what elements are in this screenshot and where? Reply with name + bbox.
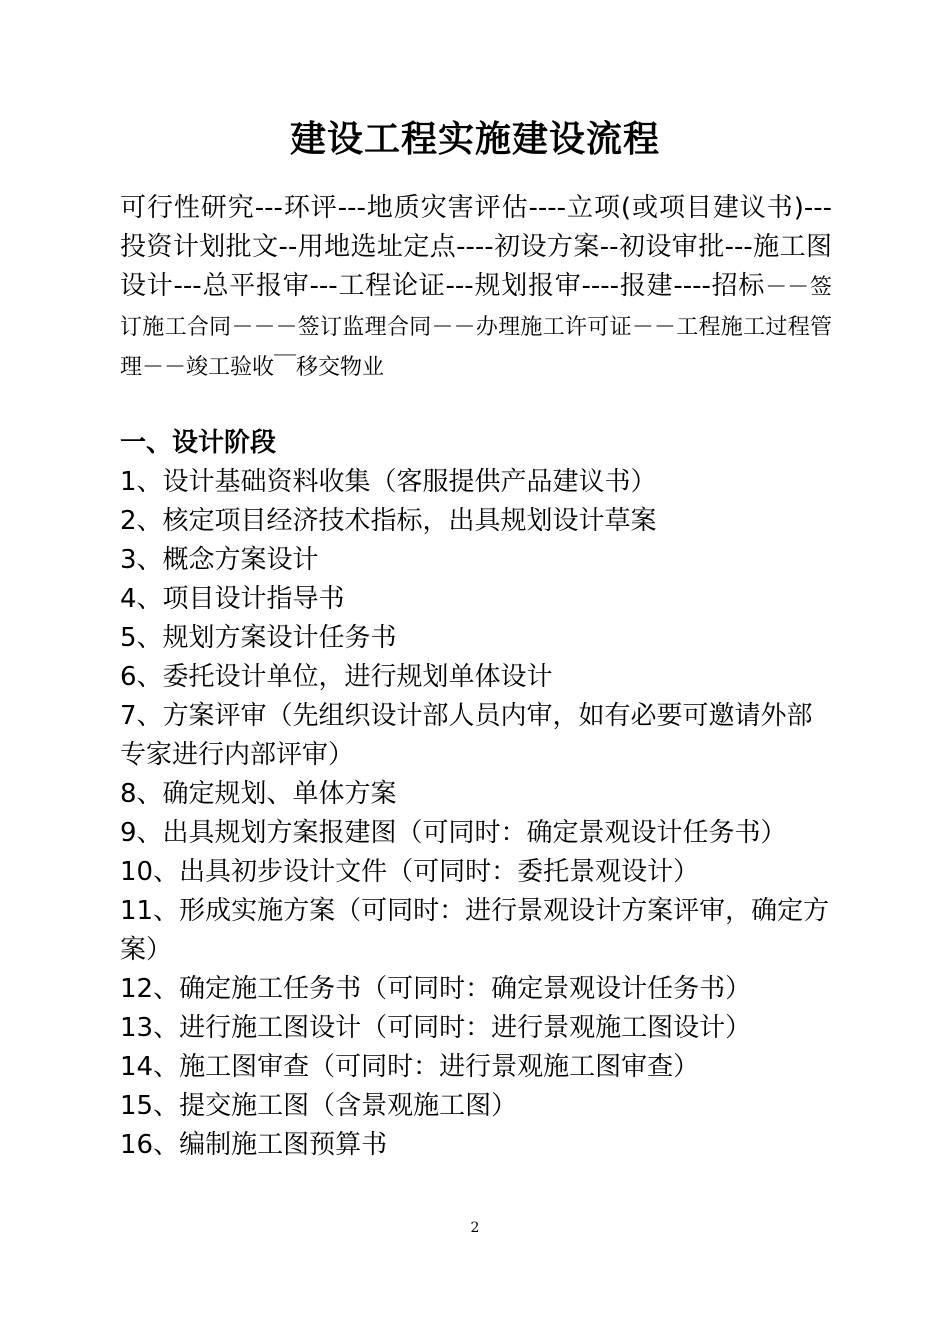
list-item: 9、出具规划方案报建图（可同时：确定景观设计任务书） <box>120 818 787 848</box>
intro-text-main: 可行性研究---环评---地质灾害评估----立项(或项目建议书)---投资计划批文--用地选址定点----初设方案--初设审批---施工图设计---总平报审---工程论证---规划报审----报建----招标 <box>120 193 832 301</box>
section-heading: 一、设计阶段 <box>120 428 277 458</box>
list-item: 15、提交施工图（含景观施工图） <box>120 1091 518 1121</box>
list-item: 10、出具初步设计文件（可同时：委托景观设计） <box>120 857 700 887</box>
list-item: 12、确定施工任务书（可同时：确定景观设计任务书） <box>120 974 752 1004</box>
list-item: 4、项目设计指导书 <box>120 584 345 614</box>
list-item: 11、形成实施方案（可同时：进行景观设计方案评审，确定方案） <box>120 896 830 965</box>
list-item: 14、施工图审查（可同时：进行景观施工图审查） <box>120 1052 700 1082</box>
list-item: 3、概念方案设计 <box>120 545 319 575</box>
list-item: 13、进行施工图设计（可同时：进行景观施工图设计） <box>120 1013 752 1043</box>
list-item: 2、核定项目经济技术指标，出具规划设计草案 <box>120 506 657 536</box>
page-number: 2 <box>470 1220 480 1236</box>
list-item: 7、方案评审（先组织设计部人员内审，如有必要可邀请外部专家进行内部评审） <box>120 701 813 770</box>
list-item: 5、规划方案设计任务书 <box>120 623 397 653</box>
list-item: 6、委托设计单位，进行规划单体设计 <box>120 662 553 692</box>
list-item: 16、编制施工图预算书 <box>120 1130 388 1160</box>
step-list <box>120 463 832 1165</box>
page-title: 建设工程实施建设流程 <box>289 119 660 161</box>
intro-paragraph <box>120 189 832 387</box>
list-item: 1、设计基础资料收集（客服提供产品建议书） <box>120 467 657 497</box>
intro-text-small: －－签订施工合同－－－签订监理合同－－办理施工许可证－－工程施工过程管理－－竣工验收￣移交物业 <box>120 275 832 380</box>
list-item: 8、确定规划、单体方案 <box>120 779 397 809</box>
